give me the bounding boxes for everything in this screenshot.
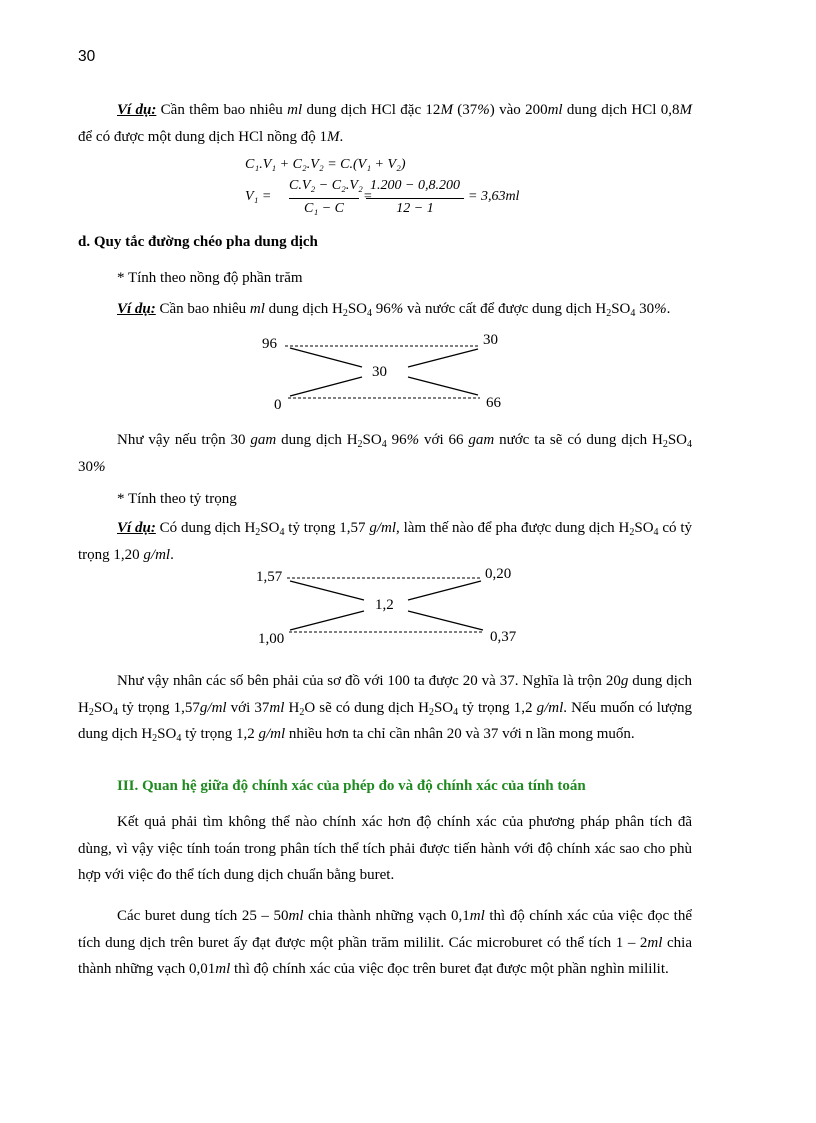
formula-equals: = xyxy=(363,189,373,204)
formula-line-1: C₁.V₁ + C₂.V₂ = C.(V₁ + V₂) xyxy=(245,157,406,172)
formula-numerator-1: C.V₂ − C₂.V₂ xyxy=(289,178,363,193)
sub-heading-percent: * Tính theo nồng độ phần trăm xyxy=(117,270,303,286)
diagram-2-arrow-tl xyxy=(290,581,364,600)
section-d-title: d. Quy tắc đường chéo pha dung dịch xyxy=(78,234,318,250)
diagram-1-arrow-bl xyxy=(290,377,362,396)
formula-numerator-2: 1.200 − 0,8.200 xyxy=(370,178,460,193)
formula-result: = 3,63ml xyxy=(468,189,520,204)
diagram-1-arrow-br xyxy=(408,377,478,395)
diagram-1-bottom-right: 66 xyxy=(486,395,501,411)
example-label: Ví dụ: xyxy=(117,102,157,118)
diagram-1-arrow-tl xyxy=(290,348,362,367)
diagram-2-top-left: 1,57 xyxy=(256,569,283,585)
formula-denominator-2: 12 − 1 xyxy=(396,201,434,216)
paragraph-1: Như vậy nếu trộn 30 gam dung dịch $H_2SO_4$ 96% với 66 gam nước ta sẽ có dung dịch $H_2SO_4$ 30% xyxy=(78,432,692,475)
diagram-2-arrow-tr xyxy=(408,581,481,600)
diagram-2-arrow-bl xyxy=(290,611,364,630)
section-iii-title: III. Quan hệ giữa độ chính xác của phép đo và độ chính xác của tính toán xyxy=(117,778,586,794)
diagram-2-center: 1,2 xyxy=(375,597,394,613)
diagram-1-bottom-left: 0 xyxy=(274,397,282,413)
example-1-paragraph: Ví dụ: Cần thêm bao nhiêu ml dung dịch HCl đặc 12M (37%) vào 200ml dung dịch HCl 0,8M để có được một dung dịch HCl nồng độ 1M. xyxy=(78,102,692,145)
diagram-1-center: 30 xyxy=(372,364,387,380)
sub-heading-density: * Tính theo tỷ trọng xyxy=(117,491,237,507)
formula-denominator-1: C₁ − C xyxy=(304,201,344,216)
diagram-1-top-right: 30 xyxy=(483,332,498,348)
diagram-2-top-right: 0,20 xyxy=(485,566,512,582)
example-3-paragraph: Ví dụ: Có dung dịch $H_2SO_4$ tỷ trọng 1,57 g/ml, làm thế nào để pha được dung dịch $H_2SO_4$ có tỷ trọng 1,20 g/ml. xyxy=(78,520,693,563)
example-2-paragraph: Ví dụ: Cần bao nhiêu ml dung dịch $H_2SO_4$ 96% và nước cất để được dung dịch $H_2SO_4$ 30%. xyxy=(117,301,671,319)
diagram-1-arrow-tr xyxy=(408,349,478,367)
diagram-1-top-left: 96 xyxy=(262,336,277,352)
diagram-2-arrow-br xyxy=(408,611,483,630)
page-number: 30 xyxy=(78,48,96,65)
paragraph-4: Các buret dung tích 25 – 50ml chia thành những vạch 0,1ml thì độ chính xác của việc đọc thể tích dung dịch trên buret ấy đạt được một phần trăm mililit. Các microburet có thể tích 1 – 2ml chia thành những vạch 0,01ml thì độ chính xác của việc đọc trên buret đạt được một phần nghìn mililit. xyxy=(78,908,692,977)
diagram-2-bottom-right: 0,37 xyxy=(490,629,517,645)
diagram-2-bottom-left: 1,00 xyxy=(258,631,285,647)
paragraph-3: Kết quả phải tìm không thể nào chính xác hơn độ chính xác của phương pháp phân tích đã dùng, vì vậy việc tính toán trong phân tích thể tích phải được tiến hành với độ chính xác sao cho phù hợp với việc đo thể tích dung dịch chuẩn bằng buret. xyxy=(78,814,692,883)
formula-v1-lhs: V₁ = xyxy=(245,189,272,204)
paragraph-2: Như vậy nhân các số bên phải của sơ đồ với 100 ta được 20 và 37. Nghĩa là trộn 20g dung dịch $H_2SO_4$ tỷ trọng 1,57g/ml với 37ml $H_2O$ sẽ có dung dịch $H_2SO_4$ tỷ trọng 1,2 g/ml. Nếu muốn có lượng dung dịch $H_2SO_4$ tỷ trọng 1,2 g/ml nhiều hơn ta chỉ cần nhân 20 và 37 với n lần mong muốn. xyxy=(78,673,693,744)
